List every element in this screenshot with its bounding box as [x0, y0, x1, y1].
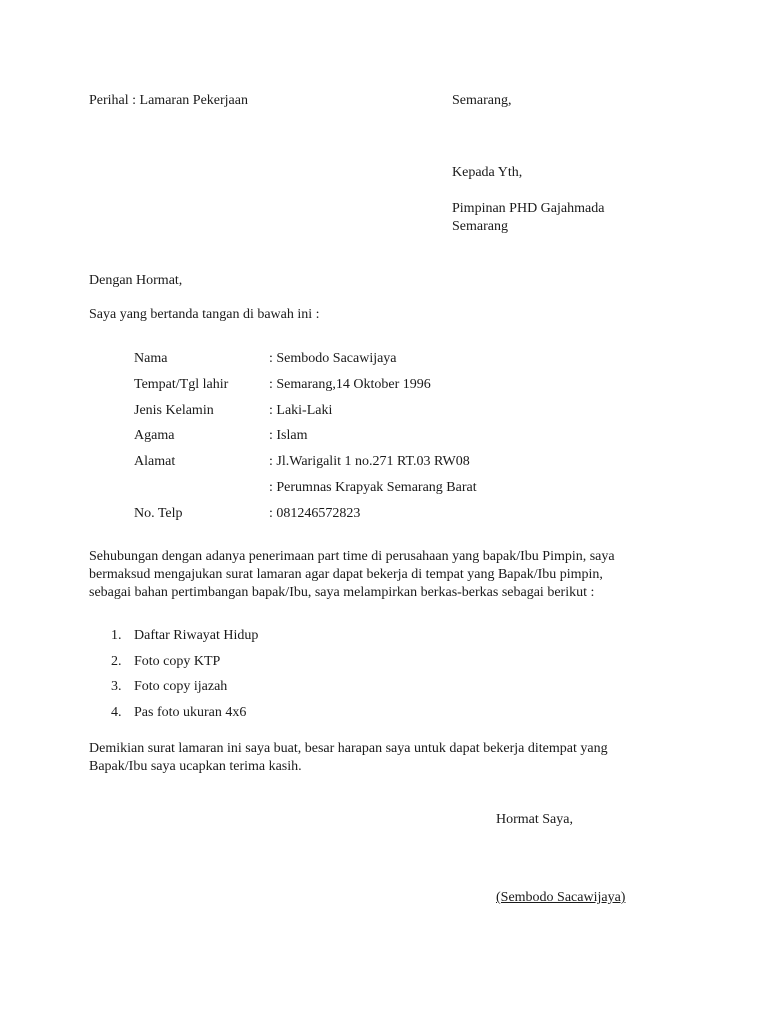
attachment-item: Foto copy ijazah [134, 679, 228, 694]
detail-label-address: Alamat [134, 454, 176, 469]
closing-paragraph [89, 740, 633, 776]
body-line: sebagai bahan pertimbangan bapak/Ibu, saya melampirkan berkas-berkas sebagai berikut : [89, 585, 595, 600]
recipient-name: Pimpinan PHD Gajahmada [452, 201, 605, 216]
subject-line: Perihal : Lamaran Pekerjaan [89, 93, 248, 108]
body-paragraph [89, 548, 633, 602]
detail-label-birth: Tempat/Tgl lahir [134, 377, 229, 392]
greeting: Dengan Hormat, [89, 273, 183, 288]
detail-value-birth: : Semarang,14 Oktober 1996 [269, 377, 431, 392]
attachment-number: 1. [111, 628, 122, 643]
detail-value-gender: : Laki-Laki [269, 403, 333, 418]
attachment-item: Daftar Riwayat Hidup [134, 628, 259, 643]
closing-line: Bapak/Ibu saya ucapkan terima kasih. [89, 759, 302, 774]
detail-label-gender: Jenis Kelamin [134, 403, 214, 418]
body-line: bermaksud mengajukan surat lamaran agar dapat bekerja di tempat yang Bapak/Ibu pimpin, [89, 567, 603, 582]
detail-value-address: : Jl.Warigalit 1 no.271 RT.03 RW08 [269, 454, 470, 469]
closing-line: Demikian surat lamaran ini saya buat, besar harapan saya untuk dapat bekerja ditempat yang [89, 741, 608, 756]
attachment-item: Pas foto ukuran 4x6 [134, 705, 247, 720]
body-line: Sehubungan dengan adanya penerimaan part time di perusahaan yang bapak/Ibu Pimpin, saya [89, 549, 615, 564]
attachment-number: 2. [111, 654, 122, 669]
signature-name: (Sembodo Sacawijaya) [496, 890, 626, 905]
recipient-to: Kepada Yth, [452, 165, 523, 180]
signature-closing: Hormat Saya, [496, 812, 573, 827]
attachment-item: Foto copy KTP [134, 654, 221, 669]
attachment-number: 3. [111, 679, 122, 694]
recipient-city: Semarang [452, 219, 508, 234]
intro-line: Saya yang bertanda tangan di bawah ini : [89, 307, 320, 322]
detail-value-phone: : 081246572823 [269, 506, 361, 521]
detail-value-name: : Sembodo Sacawijaya [269, 351, 397, 366]
detail-label-phone: No. Telp [134, 506, 183, 521]
attachment-number: 4. [111, 705, 122, 720]
detail-label-religion: Agama [134, 428, 175, 443]
detail-label-name: Nama [134, 351, 168, 366]
detail-value-address-2: : Perumnas Krapyak Semarang Barat [269, 480, 477, 495]
city-date: Semarang, [452, 93, 512, 108]
detail-value-religion: : Islam [269, 428, 308, 443]
